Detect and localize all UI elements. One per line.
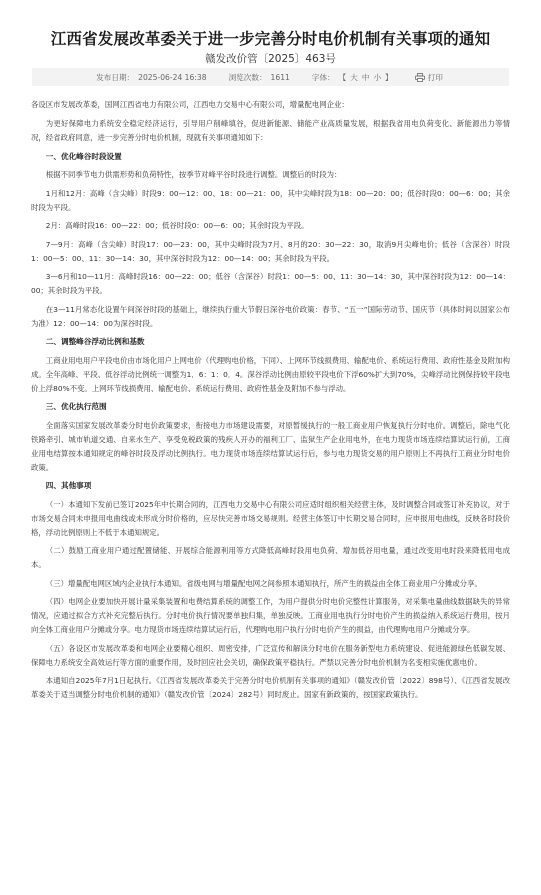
section-3-heading: 三、优化执行范围 <box>45 402 107 411</box>
closing-paragraph: 本通知自2025年7月1日起执行。《江西省发展改革委关于完善分时电价机制有关事项的通知》（赣发改价管〔2022〕898号）、《江西省发展改革委关于适当调整分时电价机制的通知》（赣发改价管〔2024〕282号）同时废止。国家有新政策的，按国家政策执行。 <box>31 676 510 699</box>
article-body <box>31 98 510 707</box>
section-3-paragraph: 全面落实国家发展改革委分时电价政策要求，衔接电力市场建设需要，对原暂缓执行的一般工商业用户恢复执行分时电价。调整后，除电气化铁路牵引、城市轨道交通、自来水生产、享受免税政策的残疾人开办的福利工厂、监狱生产企业用电外，在电力现货市场连续结算试运行前，工商业用电结算按本通知规定的峰谷时段及浮动比例执行。电力现货市场连续结算试运行后，参与电力现货交易的用户原则上不再执行工商业分时电价政策。 <box>31 420 510 472</box>
font-size-large-link[interactable]: 大 <box>350 72 358 82</box>
section-1-paragraph: 1月和12月：高峰（含尖峰）时段9：00—12：00、18：00—21：00，其中尖峰时段为18：00—20：00；低谷时段0：00—6：00；其余时段为平段。 <box>31 188 510 212</box>
section-1-paragraph: 根据不同季节电力供需形势和负荷特性，按季节对峰平谷时段进行调整。调整后的时段为： <box>45 170 342 179</box>
section-1-paragraph: 在3—11月常态化设置午间深谷时段的基础上，继续执行重大节假日深谷电价政策：春节、“五一”国际劳动节、国庆节（具体时间以国家公布为准）12：00—14：00为深谷时段。 <box>31 304 510 328</box>
section-4-paragraph: （二）鼓励工商业用户通过配置储能、开展综合能源利用等方式降低高峰时段用电负荷、增加低谷用电量，通过改变用电时段来降低用电成本。 <box>31 546 510 569</box>
section-1-paragraph: 2月：高峰时段16：00—22：00；低谷时段0：00—6：00；其余时段为平段。 <box>45 221 309 230</box>
publish-date-value: 2025-06-24 16:38 <box>138 72 207 82</box>
section-1-paragraph: 7—9月：高峰（含尖峰）时段17：00—23：00，其中尖峰时段为7月、8月的20：30—22：30，取消9月尖峰电价；低谷（含深谷）时段1：00—5：00、11：30—14：30，其中深谷时段为12：00—14：00；其余时段为平段。 <box>31 239 510 263</box>
section-4-heading: 四、其他事项 <box>45 481 92 490</box>
section-1-heading: 一、优化峰谷时段设置 <box>45 151 122 161</box>
printer-icon <box>415 73 425 82</box>
section-4-paragraph: （五）各设区市发展改革委和电网企业要精心组织、周密安排，广泛宣传和解读分时电价在服务新型电力系统建设、促进能源绿色低碳发展、保障电力系统安全高效运行等方面的重要作用，及时回应社会关切，确保政策平稳执行。严禁以完善分时电价机制为名变相实施优惠电价。 <box>31 643 510 667</box>
section-4-paragraph: （一）本通知下发前已签订2025年中长期合同的，江西电力交易中心有限公司应适时组织相关经营主体，及时调整合同或签订补充协议，对于市场交易合同未申报用电曲线或未形成分时价格的，应尽快完善市场交易规则。经营主体签订中长期交易合同时，应申报用电曲线，反映各时段价格，浮动比例原则上不低于本通知规定。 <box>31 499 510 537</box>
print-button[interactable] <box>415 72 445 83</box>
views-count: 1611 <box>270 72 290 82</box>
section-4-paragraph: （四）电网企业要加快开展计量采集装置和电费结算系统的调整工作，为用户提供分时电价完整性计算服务，对采集电量曲线数据缺失的异常情况，应通过拟合方式补充完整后执行。分时电价执行情况要单独归集，单独反映。工商业用电执行分时电价产生的损益纳入系统运行费用，按月向全体工商业用户分摊或分享。电力现货市场连续结算试运行后，代理购电用户执行分时电价产生的损益，由代理购电用户分摊或分享。 <box>31 597 510 634</box>
section-2-paragraph: 工商业用电用户平段电价由市场化用户上网电价（代理购电价格，下同）、上网环节线损费用、输配电价、系统运行费用、政府性基金及附加构成。全年高峰、平段、低谷浮动比例统一调整为1．6：1：0．4。深谷浮动比例由原较平段电价下浮60%扩大到70%，尖峰浮动比例保持较平段电价上浮80%不变。上网环节线损费用、输配电价、系统运行费用、政府性基金及附加不参与浮动。 <box>31 355 510 393</box>
addressee: 各设区市发展改革委，国网江西省电力有限公司，江西电力交易中心有限公司，增量配电网企业： <box>31 100 349 109</box>
meta-bar <box>32 68 509 86</box>
font-bracket-close: 】 <box>385 72 393 82</box>
publish-date-label: 发布日期： <box>96 72 135 82</box>
page-title: 江西省发展改革委关于进一步完善分时电价机制有关事项的通知 <box>50 30 491 48</box>
font-size-small-link[interactable]: 小 <box>373 72 382 82</box>
font-size-medium-link[interactable]: 中 <box>361 72 370 82</box>
section-2-heading: 二、调整峰谷浮动比例和基数 <box>45 337 145 346</box>
document-number: 赣发改价管〔2025〕463号 <box>205 53 336 65</box>
intro-paragraph: 为更好保障电力系统安全稳定经济运行，引导用户削峰填谷，促进新能源、储能产业高质量发展，根据我省用电负荷变化、新能源出力等情况，经省政府同意，进一步完善分时电价机制，现就有关事项通知如下： <box>31 119 510 142</box>
font-size-label: 字体： <box>311 72 335 82</box>
views-label: 浏览次数： <box>228 72 267 82</box>
section-1-paragraph: 3—6月和10—11月：高峰时段16：00—22：00；低谷（含深谷）时段1：00—5：00、11：30—14：30，其中深谷时段为12：00—14：00；其余时段为平段。 <box>31 272 510 295</box>
print-label: 打印 <box>427 72 443 82</box>
section-4-paragraph: （三）增量配电网区域内企业执行本通知。省级电网与增量配电网之间参照本通知执行，所产生的损益由全体工商业用户分摊或分享。 <box>45 578 482 588</box>
font-bracket-open: 【 <box>338 72 347 82</box>
